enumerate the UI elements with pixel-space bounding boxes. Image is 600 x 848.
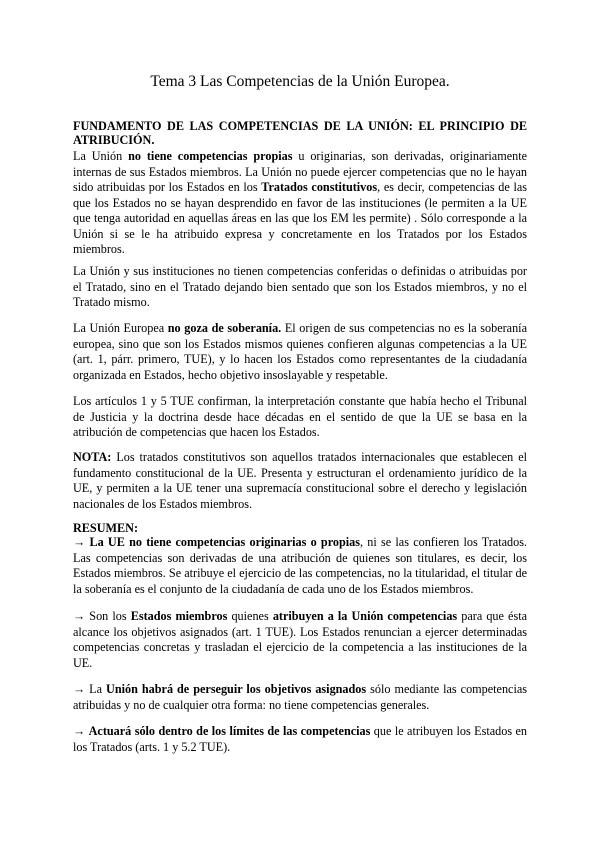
text-run: quienes [227,609,273,623]
resumen-item-3 [73,682,527,713]
text-run: La Unión Europea [73,321,168,335]
text-run: Los tratados constitutivos son aquellos tratados internacionales que establecen el fundamento constitucional de la UE. Presenta y estructuran el ordenamiento jurídico de la UE, y permiten a la UE tener una supremacía constitucional sobre el derecho y legislación nacionales de los Estados miembros. [73,450,527,511]
paragraph-3 [73,321,527,383]
text-run: La Unión [73,149,129,163]
text-run: , es decir, competencias de las que los Estados no se hayan desprendido en favor de las instituciones (le permiten a la UE que tenga autoridad en aquellas áreas en las que los EM les permite) . Sólo corresponde a la Unión si se le ha atribuido expresa y concretamente en los Tratados por los Estados miembros. [73,180,527,256]
paragraph-1 [73,149,527,258]
resumen-item-4 [73,724,527,755]
bold-text: Actuará sólo dentro de los límites de las competencias [88,724,371,738]
bold-text: no goza de soberanía. [167,321,282,335]
document-title: Tema 3 Las Competencias de la Unión Europea. [150,73,450,90]
bold-text: atribuyen a la Unión competencias [272,609,458,623]
bold-text: Tratados constitutivos [261,180,378,194]
text-run: , ni se las confieren los Tratados. Las competencias son derivadas de una atribución de quienes son titulares, es decir, los Estados miembros. Se atribuye el ejercicio de las competencias, no la titularidad, el titular de la soberanía es el conjunto de la ciudadanía de cada uno de los Estados miembros. [73,535,527,596]
bold-text: La UE no tiene competencias originarias o propias [89,535,360,549]
bold-text: no tiene competencias propias [128,149,293,163]
paragraph-text: Los artículos 1 y 5 TUE confirman, la interpretación constante que había hecho el Tribunal de Justicia y la doctrina desde hace décadas en el sentido de que la UE se basa en la atribución de competencias que hacen los Estados. [73,394,527,439]
text-run: sólo mediante las competencias atribuidas y no de cualquier otra forma: no tiene competencias generales. [73,682,527,712]
text-run: → La [73,682,107,696]
resumen-heading: RESUMEN: [73,521,139,535]
resumen-heading-block [73,521,527,535]
arrow-icon: → [73,535,90,549]
arrow-icon: → [73,724,89,738]
text-run: u originarias, son derivadas, originariamente internas de sus Estados miembros. La Unión no puede ejercer competencias que no le hayan sido atribuidas por los Estados en los [73,149,527,194]
text-run: El origen de sus competencias no es la soberanía europea, sino que son los Estados mismos quienes confieren algunas competencias a la UE (art. 1, párr. primero, TUE), y lo hacen los Estados como representantes de la ciudadanía organizada en Estados, hecho objetivo insoslayable y respetable. [73,321,527,382]
bold-text: Unión habrá de perseguir los objetivos asignados [106,682,367,696]
paragraph-2 [73,264,527,311]
section-heading: FUNDAMENTO DE LAS COMPETENCIAS DE LA UNIÓN: EL PRINCIPIO DE ATRIBUCIÓN. [73,119,527,147]
text-run: que le atribuyen los Estados en los Tratados (arts. 1 y 5.2 TUE). [73,724,527,754]
section-heading-block [73,119,527,147]
text-run: para que ésta alcance los objetivos asignados (art. 1 TUE). Los Estados renuncian a ejercer determinadas competencias concretas y trasladan el ejercicio de la competencia a las instituciones de la UE. [73,609,527,670]
resumen-item-2 [73,609,527,671]
text-run: → Son los [73,609,131,623]
note-label: NOTA: [73,450,112,464]
resumen-item-1 [73,535,527,597]
paragraph-text: La Unión y sus instituciones no tienen competencias conferidas o definidas o atribuidas por el Tratado, sino en el Tratado dejando bien sentado que son los Estados miembros, y no el Tratado mismo. [73,264,527,309]
paragraph-4 [73,394,527,441]
note-paragraph [73,450,527,512]
bold-text: Estados miembros [130,609,228,623]
